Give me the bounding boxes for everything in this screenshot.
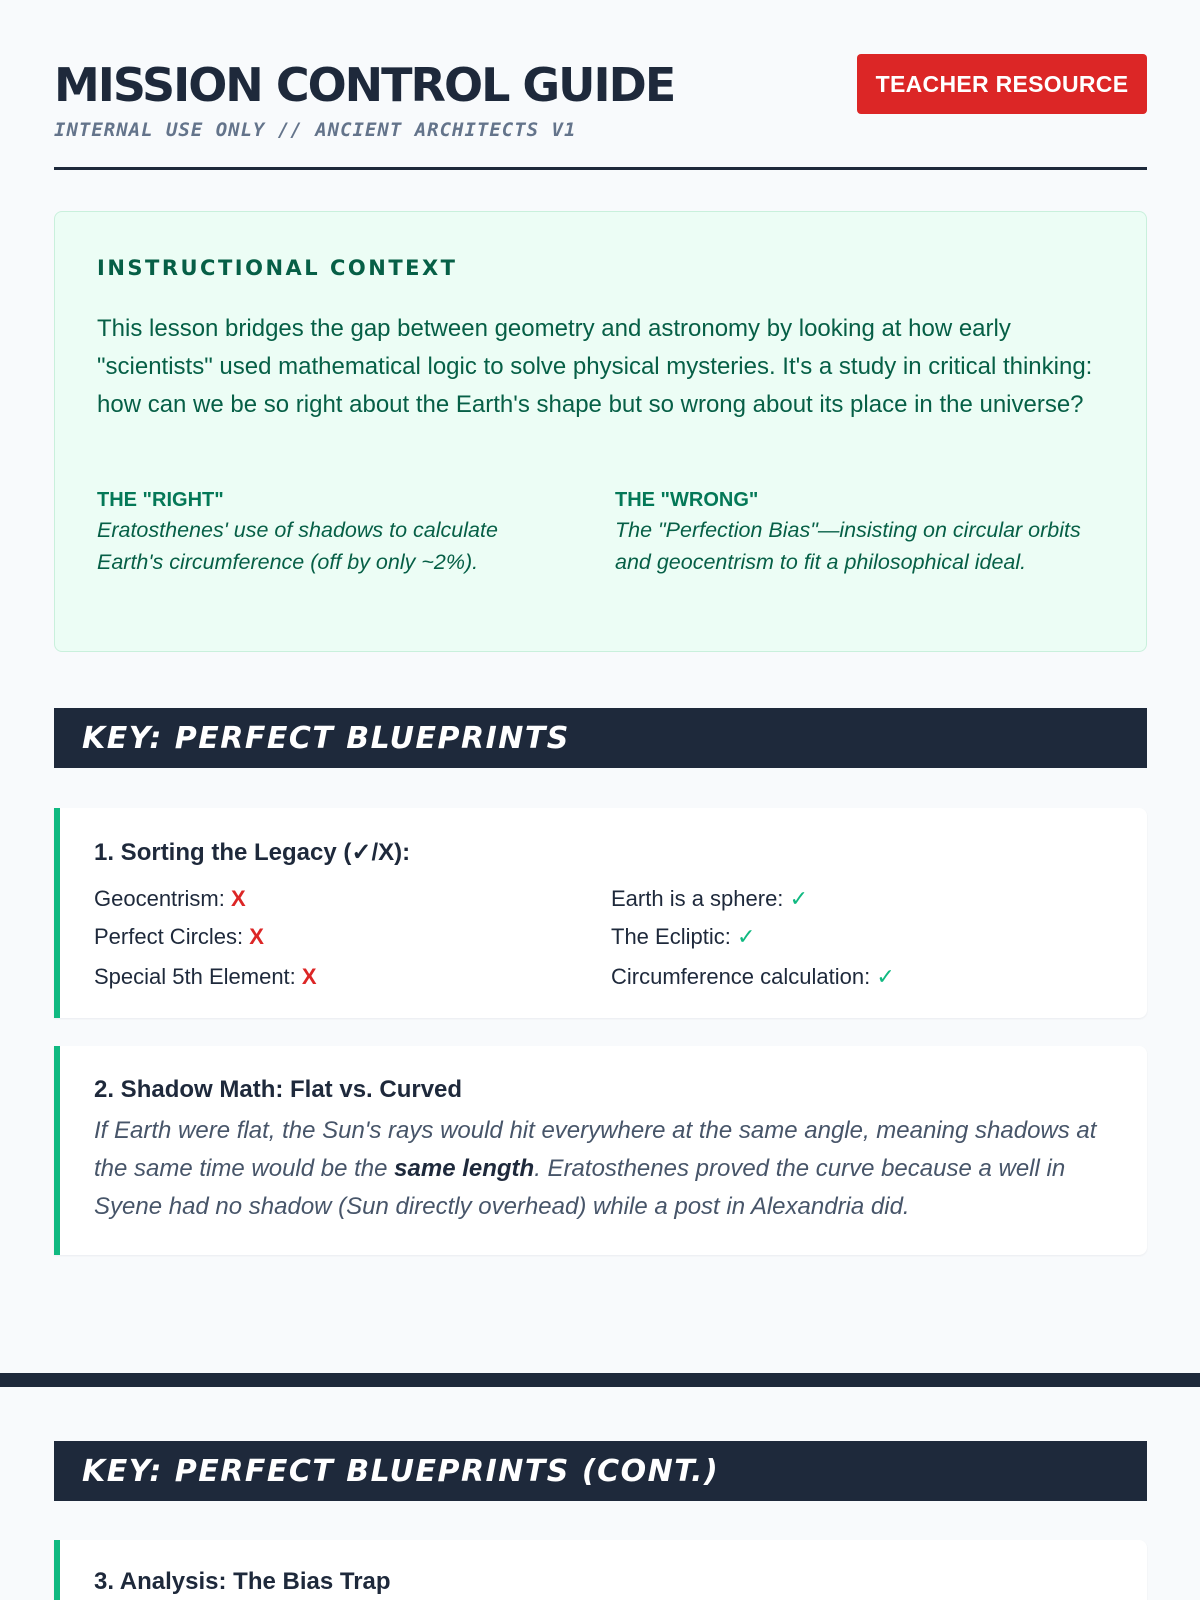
item-label: Special 5th Element:: [94, 964, 296, 989]
context-body: This lesson bridges the gap between geometry and astronomy by looking at how early "scientists" used mathematical logic to solve physical mysteries. It's a study in critical thinking: how can we be so right about the Earth's shape but so wrong about its place in the universe?: [97, 315, 1093, 418]
explanation-text: If Earth were flat, the Sun's rays would hit everywhere at the same angle, meaning shadows at the same time would be the: [94, 1117, 1097, 1182]
list-item: [94, 924, 264, 950]
card-title: 2. Shadow Math: Flat vs. Curved: [94, 1076, 463, 1103]
x-mark-icon: X: [249, 924, 264, 949]
check-mark-icon: ✓: [736, 924, 756, 949]
check-mark-icon: ✓: [789, 886, 808, 911]
instructional-context-box: [54, 211, 1147, 652]
section-heading-perfect-blueprints: KEY: PERFECT BLUEPRINTS: [54, 708, 1147, 768]
list-item: [611, 964, 895, 990]
wrong-heading: THE "WRONG": [615, 489, 759, 511]
shadow-math-explanation: [94, 1112, 1114, 1226]
card-title: 3. Analysis: The Bias Trap: [94, 1568, 391, 1595]
page-subtitle: INTERNAL USE ONLY // ANCIENT ARCHITECTS V1: [54, 119, 577, 141]
item-label: Geocentrism:: [94, 886, 225, 911]
item-label: Perfect Circles:: [94, 924, 244, 949]
page-two: [0, 1387, 1200, 1600]
bias-trap-card: [54, 1540, 1147, 1600]
page-divider: [0, 1373, 1200, 1387]
right-column: [97, 486, 557, 578]
x-mark-icon: X: [230, 886, 246, 911]
page-title: MISSION CONTROL GUIDE: [54, 58, 675, 112]
context-heading: INSTRUCTIONAL CONTEXT: [97, 256, 458, 280]
wrong-text: The "Perfection Bias"—insisting on circular orbits and geocentrism to fit a philosophical ideal.: [615, 518, 1081, 574]
right-heading: THE "RIGHT": [97, 489, 224, 511]
wrong-column: [615, 486, 1085, 578]
document-header: [54, 54, 1147, 170]
list-item: [611, 924, 755, 950]
shadow-math-card: [54, 1046, 1147, 1255]
right-text: Eratosthenes' use of shadows to calculate Earth's circumference (off by only ~2%).: [97, 518, 498, 574]
card-title: 1. Sorting the Legacy (✓/X):: [94, 839, 411, 866]
list-item: [94, 964, 317, 990]
teacher-resource-badge: TEACHER RESOURCE: [857, 54, 1147, 114]
explanation-text: . Eratosthenes proved the curve because a well in Syene had no shadow (Sun directly overhead) while a post in Alexandria did.: [94, 1155, 1066, 1220]
x-mark-icon: X: [301, 964, 317, 989]
list-item: [611, 886, 808, 912]
item-label: Circumference calculation:: [611, 964, 871, 989]
list-item: [94, 886, 246, 912]
item-label: The Ecliptic:: [611, 924, 731, 949]
sorting-legacy-card: [54, 808, 1147, 1018]
check-mark-icon: ✓: [876, 964, 895, 989]
section-heading-perfect-blueprints-cont: KEY: PERFECT BLUEPRINTS (CONT.): [54, 1441, 1147, 1501]
item-label: Earth is a sphere:: [611, 886, 784, 911]
emphasis-text: same length: [394, 1155, 535, 1182]
